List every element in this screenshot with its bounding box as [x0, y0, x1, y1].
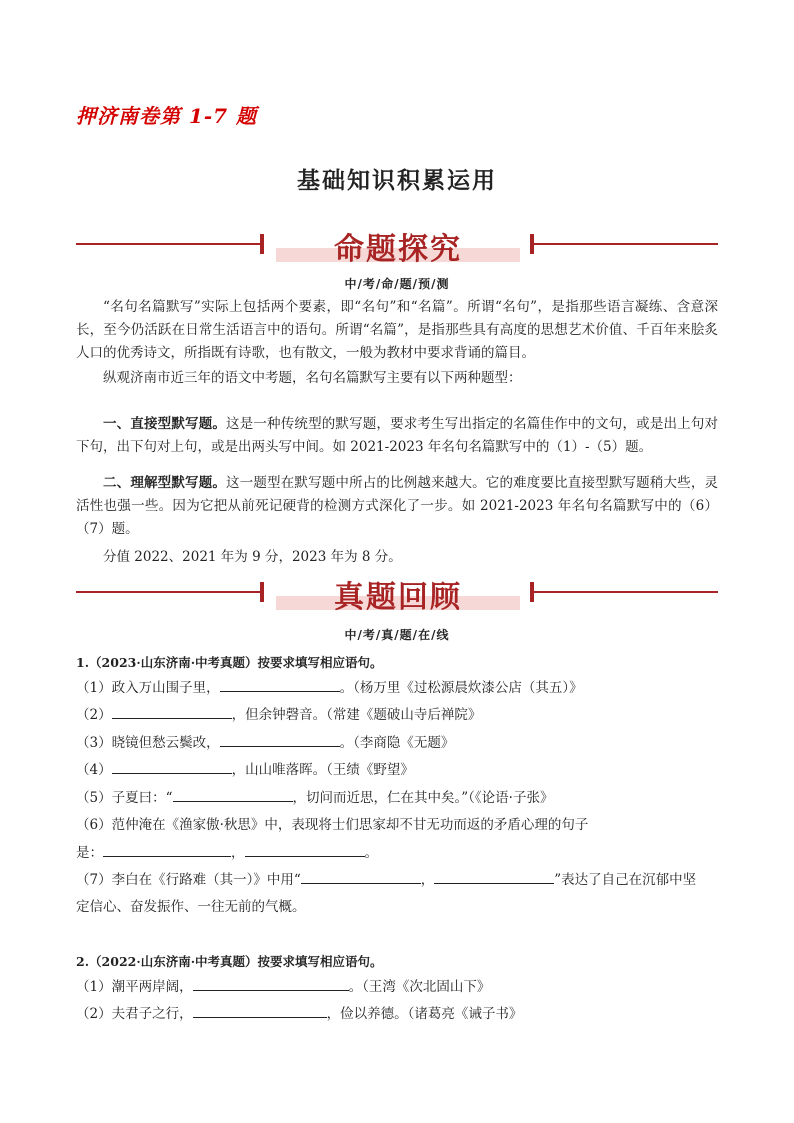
answer-blank[interactable]: [103, 842, 231, 857]
section-banner-proposition: [76, 230, 718, 280]
answer-blank[interactable]: [220, 677, 340, 692]
overview-paragraph: 纵观济南市近三年的语文中考题，名句名篇默写主要有以下两种题型：: [103, 370, 522, 386]
answer-blank[interactable]: [301, 869, 421, 884]
answer-blank[interactable]: [173, 787, 293, 802]
answer-blank[interactable]: [193, 976, 349, 991]
type1-label: 一、直接型默写题。: [103, 416, 227, 432]
question-1-item-3: [76, 731, 726, 755]
banner-divider-left: [76, 243, 260, 245]
question-1-item-6: （6）范仲淹在《渔家傲·秋思》中，表现将士们思家却不甘无功而返的矛盾心理的句子: [76, 817, 589, 833]
item-suffix: ，但余钟磬音。（常建《题破山寺后禅院》: [231, 707, 482, 723]
question-1-item-5: [76, 786, 726, 810]
question-2-item-2: [76, 1002, 726, 1026]
banner-divider-right: [534, 243, 718, 245]
banner-title: 命题探究: [334, 232, 462, 267]
item-prefix: 是：: [76, 845, 103, 861]
question-1-item-7: [76, 868, 726, 892]
section-banner-review: [76, 578, 718, 628]
answer-blank[interactable]: [112, 759, 232, 774]
type1-paragraph: [76, 413, 718, 459]
type2-text: 这一题型在默写题中所占的比例越来越大。它的难度要比直接型默写题稍大些，灵活性也强一些。因为它把从前死记硬背的检测方式深化了一步。如 2021-2023 年名句名篇默写中的（6）（7）题。: [76, 475, 719, 537]
intro-paragraph: “名句名篇默写”实际上包括两个要素，即“名句”和“名篇”。所谓“名句”，是指那些语言凝练、含意深长，至今仍活跃在日常生活语言中的语句。所谓“名篇”，是指那些具有高度的思想艺术价值、千百年来脍炙人口的优秀诗文，所指既有诗歌，也有散文，一般为教材中要求背诵的篇目。: [76, 299, 718, 361]
item-prefix: （2）夫君子之行，: [76, 1006, 193, 1022]
item-suffix: ，山山唯落晖。（王绩《野望》: [231, 762, 414, 778]
item-prefix: （1）潮平两岸阔，: [76, 979, 193, 995]
question-1-item-6-answer: [76, 841, 726, 865]
item-prefix: （5）子夏曰：“: [76, 790, 173, 806]
banner-divider-right: [534, 591, 718, 593]
page-title: 基础知识积累运用: [297, 167, 497, 194]
question-1-item-2: [76, 703, 726, 727]
question-1-heading: 1.（2023·山东济南·中考真题）按要求填写相应语句。: [76, 655, 383, 670]
banner-tick-left: [260, 234, 264, 254]
answer-blank[interactable]: [245, 842, 365, 857]
banner-tick-left: [260, 582, 264, 602]
item-suffix: 。: [364, 845, 378, 861]
item-suffix: ”表达了自己在沉郁中坚: [554, 872, 697, 888]
item-prefix: （4）: [76, 762, 112, 778]
score-paragraph: 分值 2022、2021 年为 9 分，2023 年为 8 分。: [103, 549, 402, 565]
section-subhead: 中/考/命/题/预/测: [344, 277, 450, 291]
banner-divider-left: [76, 591, 260, 593]
answer-blank[interactable]: [193, 1003, 327, 1018]
item-prefix: （1）政入万山围子里，: [76, 680, 220, 696]
item-suffix: ，切问而近思，仁在其中矣。”（《论语·子张》: [292, 790, 554, 806]
item-prefix: （2）: [76, 707, 112, 723]
item-separator: ，: [231, 845, 245, 861]
answer-blank[interactable]: [220, 732, 340, 747]
question-2-heading: 2.（2022·山东济南·中考真题）按要求填写相应语句。: [76, 954, 383, 969]
item-suffix: ，俭以养德。（诸葛亮《诫子书》: [326, 1006, 523, 1022]
question-1-item-7-cont: 定信心、奋发振作、一往无前的气概。: [76, 899, 306, 915]
question-2-item-1: [76, 975, 726, 999]
item-suffix: 。（李商隐《无题》: [339, 735, 455, 751]
question-1-item-1: [76, 676, 726, 700]
type2-label: 二、理解型默写题。: [103, 475, 227, 491]
answer-blank[interactable]: [434, 869, 554, 884]
exam-tag-title: 押济南卷第 1-7 题: [76, 104, 258, 128]
item-suffix: 。（王湾《次北固山下》: [348, 979, 491, 995]
answer-blank[interactable]: [112, 704, 232, 719]
item-prefix: （7）李白在《行路难（其一）》中用“: [76, 872, 301, 888]
type2-paragraph: [76, 472, 718, 541]
banner-title: 真题回顾: [334, 580, 462, 615]
section-subhead: 中/考/真/题/在/线: [344, 628, 450, 642]
item-suffix: 。（杨万里《过松源晨炊漆公店（其五）》: [339, 680, 583, 696]
item-separator: ，: [420, 872, 435, 888]
type1-text: 这是一种传统型的默写题，要求考生写出指定的名篇佳作中的文句，或是出上句对下句，出下句对上句，或是出两头写中间。如 2021-2023 年名句名篇默写中的（1）-（5）题。: [76, 416, 719, 455]
question-1-item-4: [76, 758, 726, 782]
item-prefix: （3）晓镜但愁云鬓改，: [76, 735, 220, 751]
